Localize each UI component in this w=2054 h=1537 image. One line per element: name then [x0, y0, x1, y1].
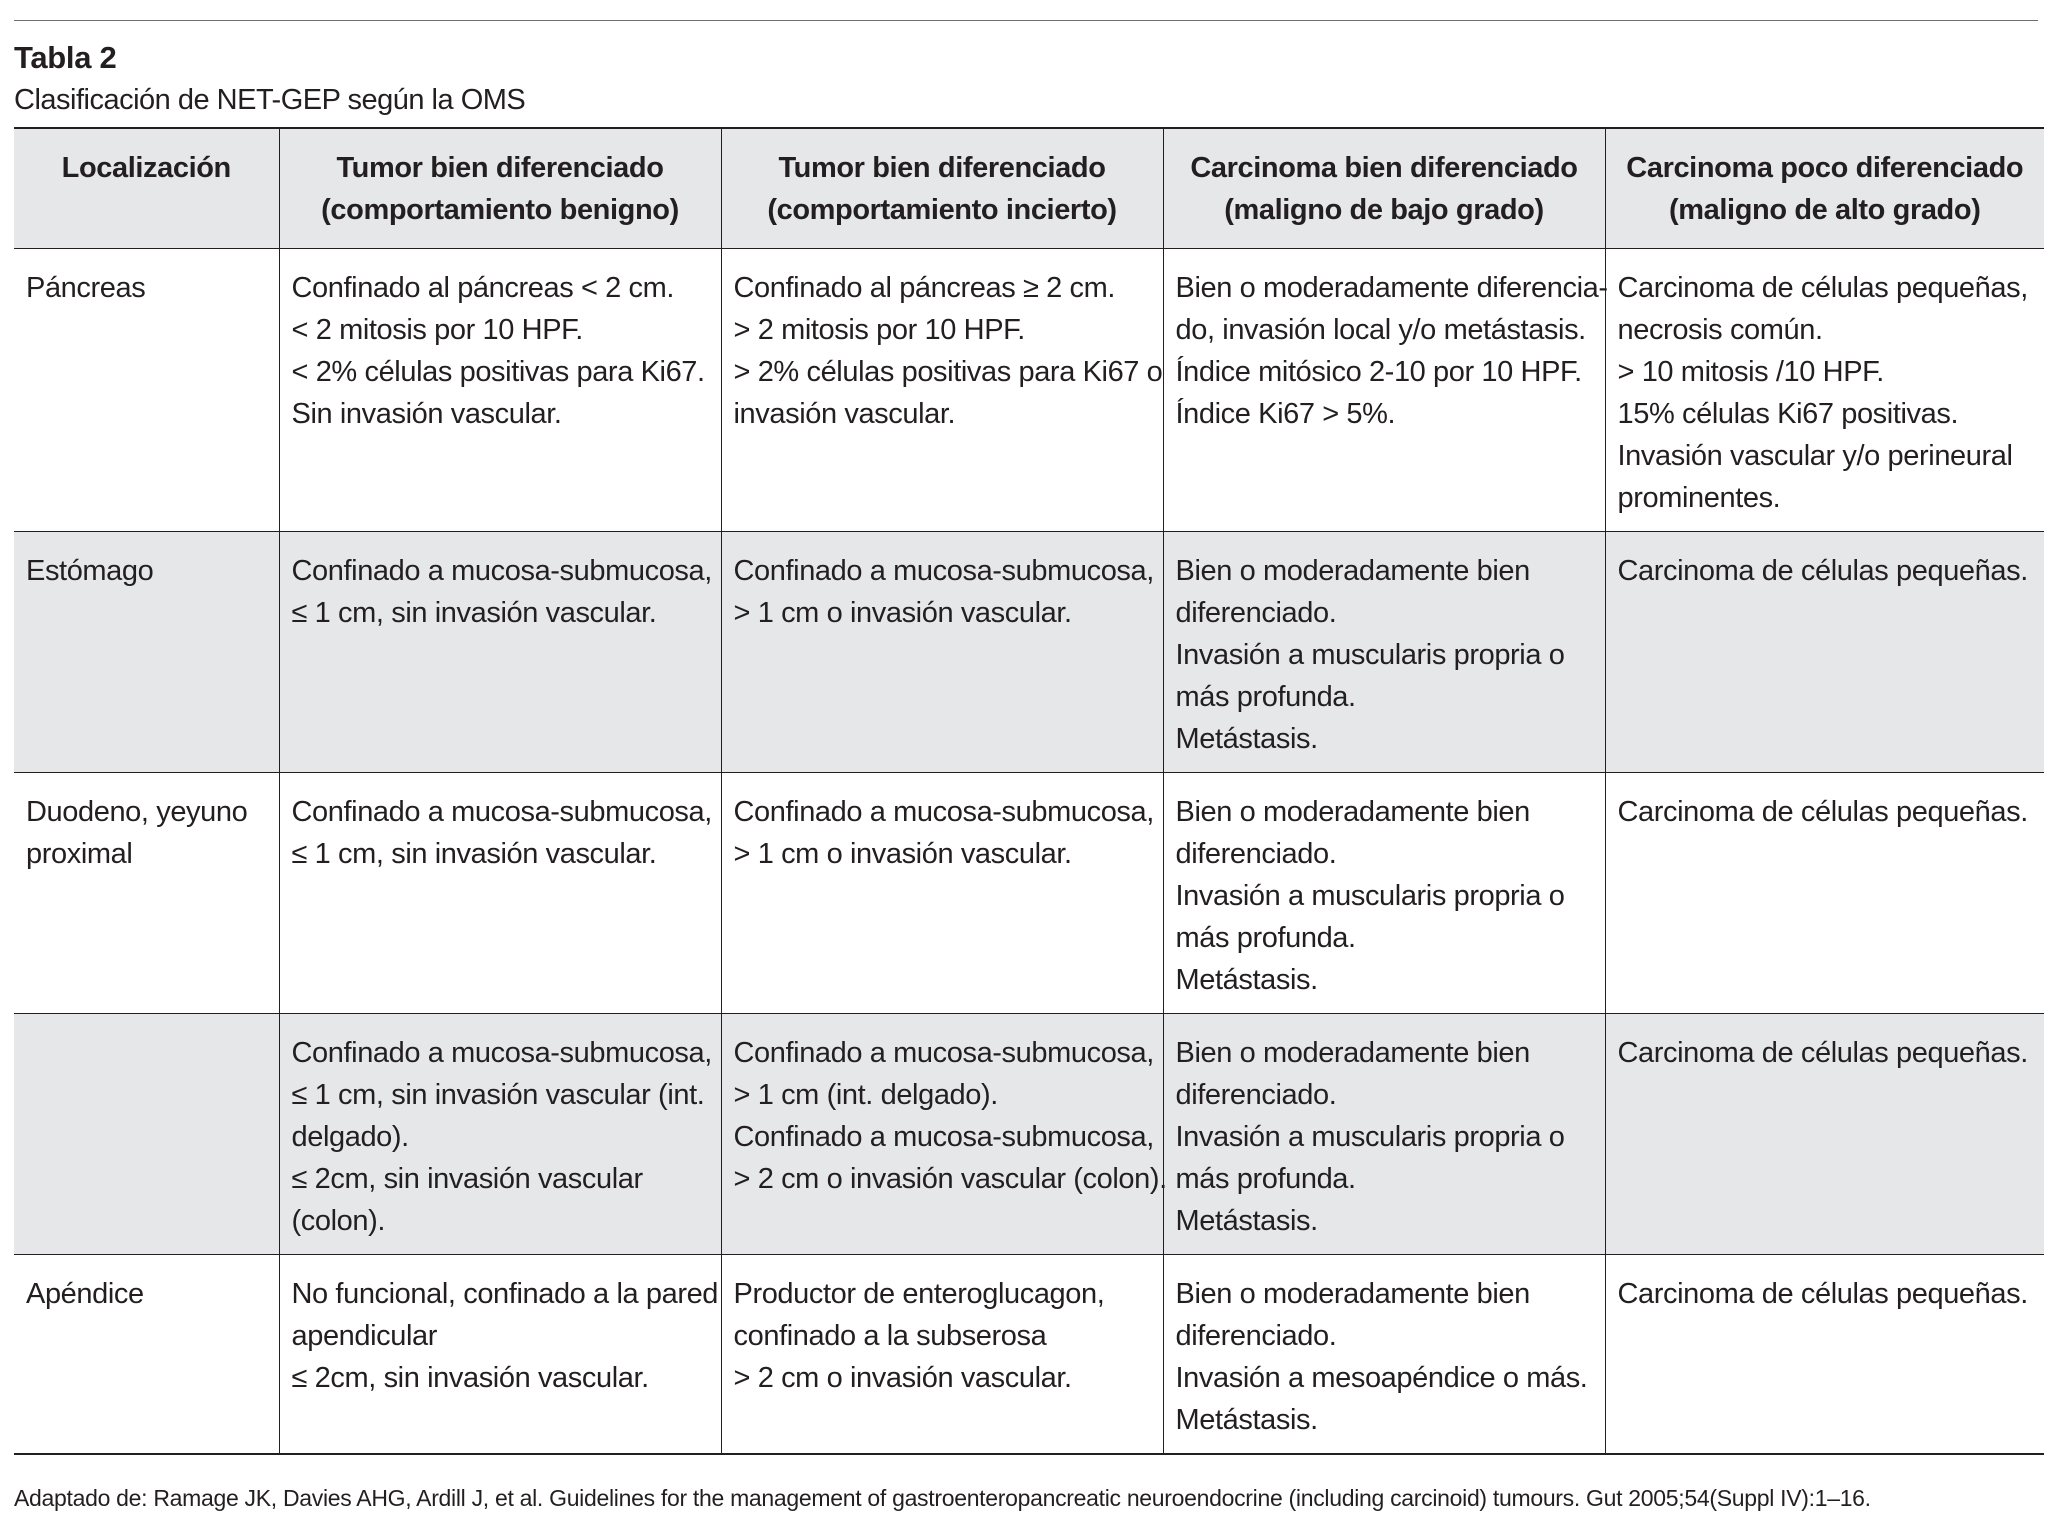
- cell-bajo-grado: Bien o moderadamente bien diferenciado. Invasión a muscularis propria o más profunda. Metástasis.: [1163, 772, 1605, 1013]
- cell-bajo-grado: Bien o moderadamente bien diferenciado. Invasión a mesoapéndice o más. Metástasis.: [1163, 1254, 1605, 1454]
- table-row-pancreas: [14, 248, 2044, 531]
- cell-incierto: Confinado a mucosa-submucosa, > 1 cm o invasión vascular.: [721, 772, 1163, 1013]
- header-bajo-grado: Carcinoma bien diferenciado (maligno de bajo grado): [1163, 128, 1605, 248]
- footnote: Adaptado de: Ramage JK, Davies AHG, Ardill J, et al. Guidelines for the management of gastroenteropancreatic neuroendocrine (including carcinoid) tumours. Gut 2005;54(Suppl IV):1–16.: [14, 1485, 1871, 1511]
- cell-localizacion: Duodeno, yeyuno proximal: [14, 772, 279, 1013]
- table-row-apendice: [14, 1254, 2044, 1454]
- cell-bajo-grado: Bien o moderadamente bien diferenciado. Invasión a muscularis propria o más profunda. Metástasis.: [1163, 1013, 1605, 1254]
- cell-alto-grado: Carcinoma de células pequeñas.: [1605, 1013, 2044, 1254]
- cell-localizacion: Páncreas: [14, 248, 279, 531]
- cell-benigno: Confinado a mucosa-submucosa, ≤ 1 cm, sin invasión vascular.: [279, 772, 721, 1013]
- header-alto-grado: Carcinoma poco diferenciado (maligno de alto grado): [1605, 128, 2044, 248]
- header-row: [14, 128, 2044, 248]
- cell-alto-grado: Carcinoma de células pequeñas.: [1605, 1254, 2044, 1454]
- table-title: Tabla 2: [14, 40, 117, 75]
- cell-incierto: Confinado a mucosa-submucosa, > 1 cm (int. delgado). Confinado a mucosa-submucosa, > 2 cm o invasión vascular (colon).: [721, 1013, 1163, 1254]
- cell-alto-grado: Carcinoma de células pequeñas.: [1605, 772, 2044, 1013]
- cell-localizacion: Estómago: [14, 531, 279, 772]
- cell-benigno: Confinado al páncreas < 2 cm. < 2 mitosis por 10 HPF. < 2% células positivas para Ki67. Sin invasión vascular.: [279, 248, 721, 531]
- header-incierto: Tumor bien diferenciado (comportamiento incierto): [721, 128, 1163, 248]
- cell-benigno: Confinado a mucosa-submucosa, ≤ 1 cm, sin invasión vascular (int. delgado). ≤ 2cm, sin invasión vascular (colon).: [279, 1013, 721, 1254]
- table-subtitle: Clasificación de NET-GEP según la OMS: [14, 84, 526, 116]
- classification-table: [14, 127, 2044, 1455]
- table-row-duodeno: [14, 772, 2044, 1013]
- cell-localizacion: [14, 1013, 279, 1254]
- cell-incierto: Productor de enteroglucagon, confinado a la subserosa > 2 cm o invasión vascular.: [721, 1254, 1163, 1454]
- cell-benigno: No funcional, confinado a la pared apendicular ≤ 2cm, sin invasión vascular.: [279, 1254, 721, 1454]
- cell-alto-grado: Carcinoma de células pequeñas.: [1605, 531, 2044, 772]
- cell-localizacion: Apéndice: [14, 1254, 279, 1454]
- cell-incierto: Confinado al páncreas ≥ 2 cm. > 2 mitosis por 10 HPF. > 2% células positivas para Ki67 o invasión vascular.: [721, 248, 1163, 531]
- header-benigno: Tumor bien diferenciado (comportamiento benigno): [279, 128, 721, 248]
- cell-bajo-grado: Bien o moderadamente diferencia- do, invasión local y/o metástasis. Índice mitósico 2-10 por 10 HPF. Índice Ki67 > 5%.: [1163, 248, 1605, 531]
- cell-incierto: Confinado a mucosa-submucosa, > 1 cm o invasión vascular.: [721, 531, 1163, 772]
- cell-bajo-grado: Bien o moderadamente bien diferenciado. Invasión a muscularis propria o más profunda. Metástasis.: [1163, 531, 1605, 772]
- header-localizacion: Localización: [14, 128, 279, 248]
- cell-benigno: Confinado a mucosa-submucosa, ≤ 1 cm, sin invasión vascular.: [279, 531, 721, 772]
- table-row-intestino-colon: [14, 1013, 2044, 1254]
- table-row-estomago: [14, 531, 2044, 772]
- cell-alto-grado: Carcinoma de células pequeñas, necrosis común. > 10 mitosis /10 HPF. 15% células Ki67 positivas. Invasión vascular y/o perineural prominentes.: [1605, 248, 2044, 531]
- top-rule: [14, 20, 2038, 21]
